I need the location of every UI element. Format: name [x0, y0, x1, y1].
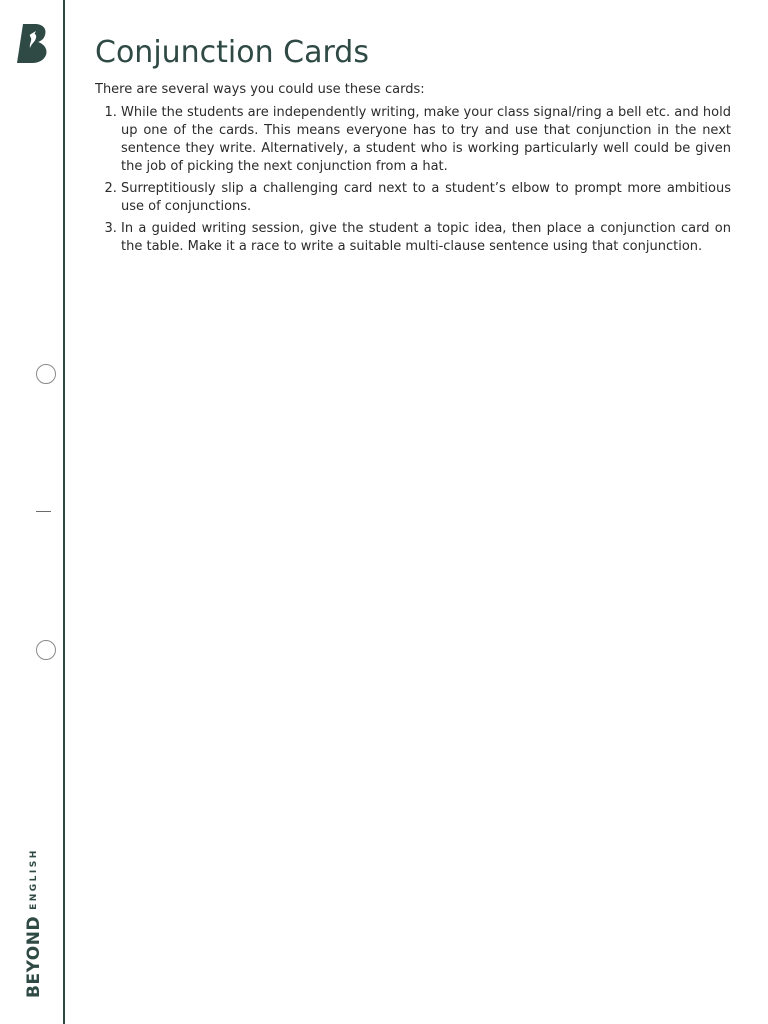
fold-mark [36, 511, 51, 512]
punch-hole-bottom [36, 640, 56, 660]
brand-subtitle: ENGLISH [29, 848, 39, 910]
intro-text: There are several ways you could use these cards: [95, 82, 425, 97]
uses-list [95, 104, 731, 256]
list-item: 2. Surreptitiously slip a challenging card next to a student’s elbow to prompt more ambitious use of conjunctions. [121, 180, 731, 216]
punch-hole-top [36, 364, 56, 384]
brand-wordmark [24, 848, 44, 998]
list-item: 1. While the students are independently writing, make your class signal/ring a bell etc. and hold up one of the cards. This means everyone has to try and use that conjunction in the next sentence they write. Alternatively, a student who is working particularly well could be given the job of picking the next conjunction from a hat. [121, 104, 731, 176]
list-item: 3. In a guided writing session, give the student a topic idea, then place a conjunction card on the table. Make it a race to write a suitable multi-clause sentence using that conjunction. [121, 220, 731, 256]
document-content [95, 34, 731, 260]
beyond-b-logo-icon [16, 22, 50, 64]
margin-line [63, 0, 65, 1024]
brand-name: BEYOND [24, 915, 44, 998]
page-title: Conjunction Cards [95, 35, 369, 70]
